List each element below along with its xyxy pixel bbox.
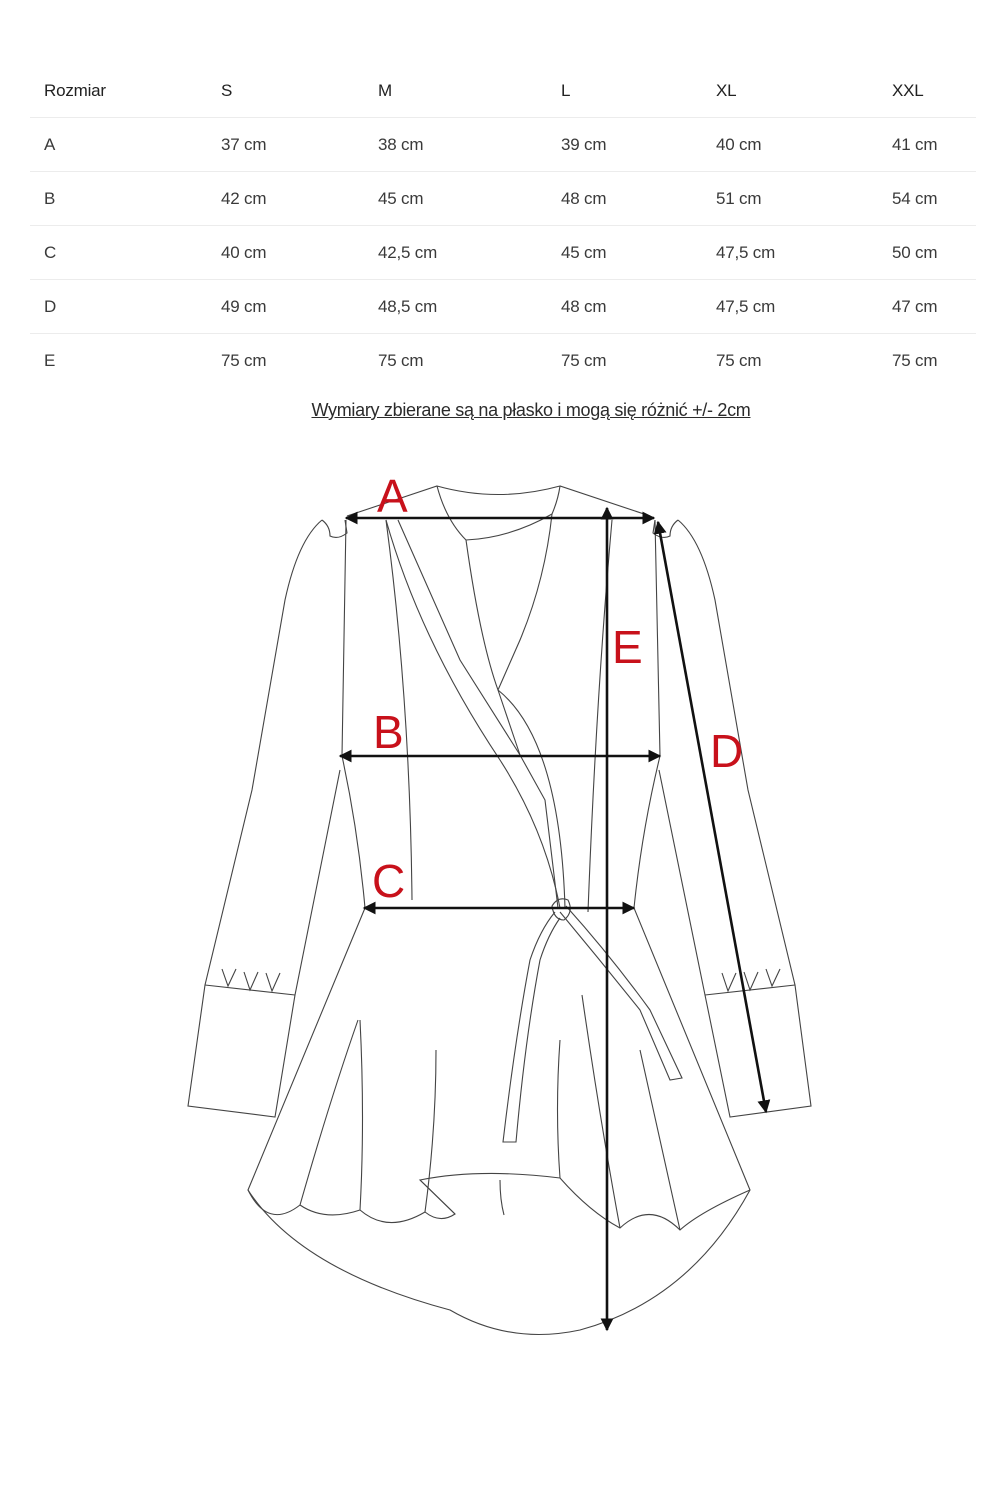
table-cell: 45 cm: [547, 226, 702, 280]
table-cell: 48 cm: [547, 172, 702, 226]
table-cell: 45 cm: [364, 172, 547, 226]
table-cell: 37 cm: [207, 118, 364, 172]
peplum-outline: [248, 908, 750, 1335]
header-m: M: [364, 64, 547, 118]
table-cell: 47,5 cm: [702, 226, 878, 280]
table-cell: 75 cm: [221, 350, 267, 370]
row-label: B: [30, 172, 207, 226]
label-d: D: [710, 725, 744, 777]
bodice-dart-right: [588, 520, 612, 912]
table-cell: 50 cm: [878, 226, 976, 280]
header-l: L: [547, 64, 702, 118]
table-cell: 40 cm: [702, 118, 878, 172]
table-cell: 47,5 cm: [702, 280, 878, 334]
wrap-lapel-fold: [466, 540, 520, 755]
right-shoulder-seam: [653, 520, 678, 537]
peplum-fold-2: [360, 1020, 363, 1210]
wrap-lapel-outer: [386, 520, 560, 908]
table-cell: 75 cm: [561, 350, 607, 370]
table-cell: 42,5 cm: [364, 226, 547, 280]
peplum-fold-3: [425, 1050, 436, 1212]
garment-outline: [188, 486, 811, 1335]
bodice-left-side: [342, 520, 365, 908]
right-sleeve: [659, 520, 811, 1117]
tie-knot: [552, 899, 570, 920]
label-c: C: [372, 855, 406, 907]
tie-belt-loose: [503, 912, 560, 1142]
header-xxl: XXL: [878, 64, 976, 118]
table-cell: 49 cm: [207, 280, 364, 334]
header-s: S: [207, 64, 364, 118]
peplum-fold-8: [500, 1180, 504, 1215]
table-cell: 54 cm: [878, 172, 976, 226]
left-shoulder-seam: [322, 520, 347, 537]
wrap-lapel-inner: [398, 520, 558, 908]
row-label: D: [30, 280, 207, 334]
peplum-fold-5: [558, 1040, 561, 1178]
table-cell: 48,5 cm: [364, 280, 547, 334]
table-cell: 42 cm: [207, 172, 364, 226]
header-size: Rozmiar: [30, 64, 207, 118]
table-cell: 39 cm: [547, 118, 702, 172]
table-cell: 75 cm: [378, 350, 424, 370]
table-cell: 75 cm: [716, 350, 762, 370]
table-cell: 51 cm: [702, 172, 878, 226]
table-cell: 75 cm: [892, 350, 938, 370]
table-cell: 40 cm: [207, 226, 364, 280]
row-label: A: [30, 118, 207, 172]
left-sleeve: [188, 520, 340, 1117]
peplum-hem-front: [248, 1173, 750, 1230]
peplum-fold-6: [582, 995, 620, 1228]
header-xl: XL: [702, 64, 878, 118]
peplum-fold-7: [640, 1050, 680, 1230]
row-label: C: [30, 226, 207, 280]
label-a: A: [377, 470, 408, 522]
label-b: B: [373, 706, 404, 758]
row-label: E: [44, 350, 56, 370]
measure-d-arrow: [658, 522, 766, 1112]
label-e: E: [612, 621, 643, 673]
table-cell: 38 cm: [364, 118, 547, 172]
table-cell: 47 cm: [878, 280, 976, 334]
bodice-right-side: [634, 520, 660, 908]
table-cell: 48 cm: [547, 280, 702, 334]
measurement-note: Wymiary zbierane są na płasko i mogą się różnić +/- 2cm: [311, 400, 751, 420]
wrap-lapel-right: [498, 514, 565, 908]
table-cell: 41 cm: [878, 118, 976, 172]
peplum-fold-1: [300, 1020, 358, 1205]
tie-belt-strap: [560, 906, 682, 1080]
